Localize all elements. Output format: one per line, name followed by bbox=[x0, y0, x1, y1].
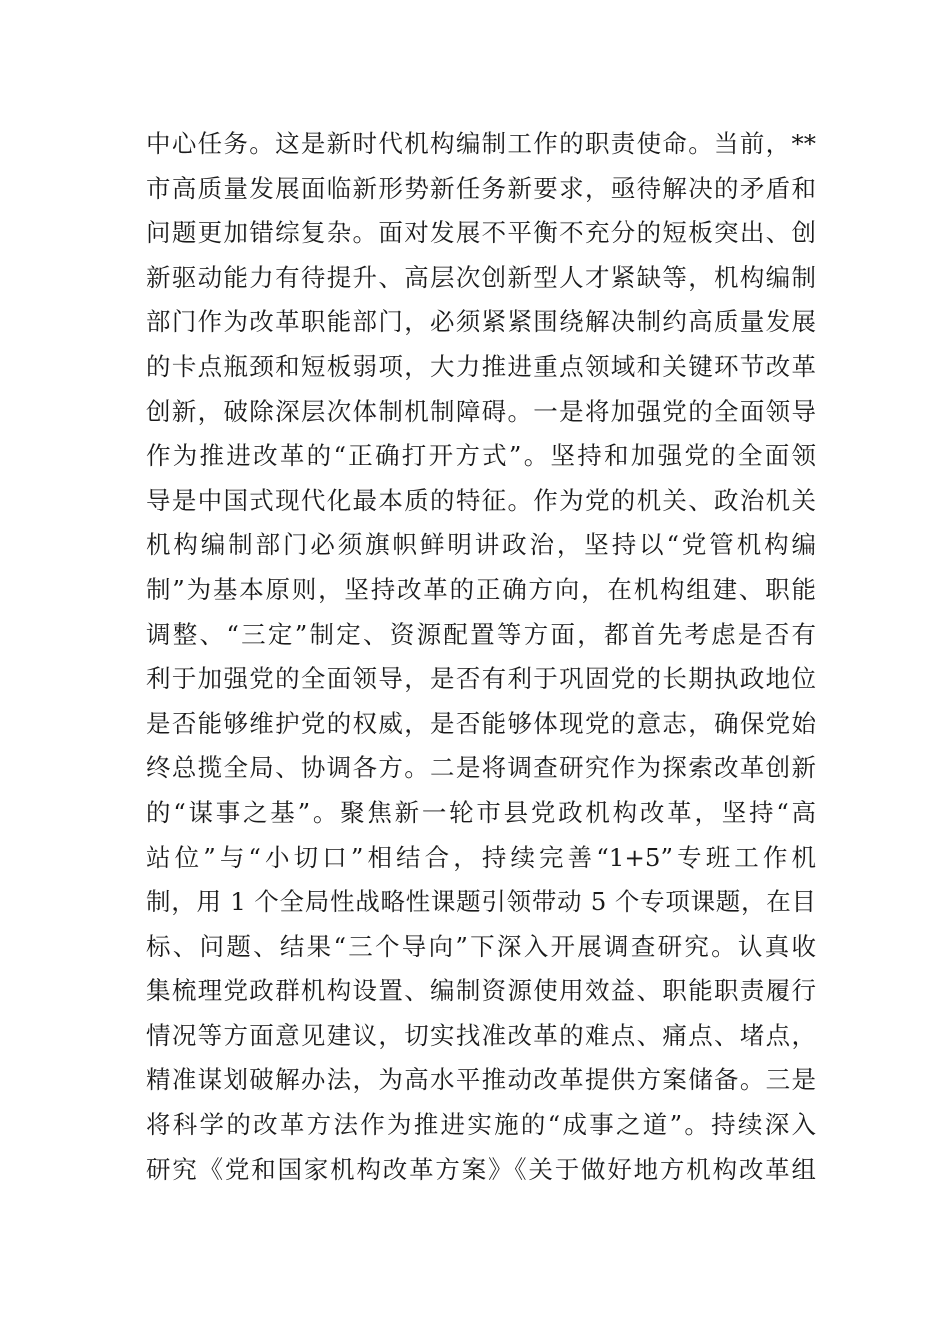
text-line: 机构编制部门必须旗帜鲜明讲政治，坚持以“党管机构编 bbox=[146, 530, 816, 560]
text-line: 的“谋事之基”。聚焦新一轮市县党政机构改革，坚持“高 bbox=[146, 797, 816, 827]
text-line: 市高质量发展面临新形势新任务新要求，亟待解决的矛盾和 bbox=[146, 173, 816, 203]
text-line: 调整、“三定”制定、资源配置等方面，都首先考虑是否有 bbox=[146, 619, 816, 649]
text-line: 导是中国式现代化最本质的特征。作为党的机关、政治机关 bbox=[146, 485, 816, 515]
text-line: 作为推进改革的“正确打开方式”。坚持和加强党的全面领 bbox=[146, 441, 816, 471]
text-line: 利于加强党的全面领导，是否有利于巩固党的长期执政地位 bbox=[146, 664, 816, 694]
text-line: 站位”与“小切口”相结合，持续完善“1+5”专班工作机 bbox=[146, 842, 816, 872]
text-line: 研究《党和国家机构改革方案》《关于做好地方机构改革组 bbox=[146, 1154, 816, 1184]
text-line: 创新，破除深层次体制机制障碍。一是将加强党的全面领导 bbox=[146, 396, 816, 426]
text-line: 集梳理党政群机构设置、编制资源使用效益、职能职责履行 bbox=[146, 976, 816, 1006]
text-line: 制”为基本原则，坚持改革的正确方向，在机构组建、职能 bbox=[146, 574, 816, 604]
text-line: 制，用 1 个全局性战略性课题引领带动 5 个专项课题，在目 bbox=[146, 887, 816, 917]
text-line: 标、问题、结果“三个导向”下深入开展调查研究。认真收 bbox=[146, 931, 816, 961]
text-line: 是否能够维护党的权威，是否能够体现党的意志，确保党始 bbox=[146, 708, 816, 738]
body-text bbox=[146, 122, 816, 1192]
text-line: 精准谋划破解办法，为高水平推动改革提供方案储备。三是 bbox=[146, 1065, 816, 1095]
text-line: 终总揽全局、协调各方。二是将调查研究作为探索改革创新 bbox=[146, 753, 816, 783]
text-line: 的卡点瓶颈和短板弱项，大力推进重点领域和关键环节改革 bbox=[146, 351, 816, 381]
text-line: 新驱动能力有待提升、高层次创新型人才紧缺等，机构编制 bbox=[146, 262, 816, 292]
text-line: 中心任务。这是新时代机构编制工作的职责使命。当前，** bbox=[146, 129, 816, 158]
text-line: 问题更加错综复杂。面对发展不平衡不充分的短板突出、创 bbox=[146, 218, 816, 248]
text-line: 将科学的改革方法作为推进实施的“成事之道”。持续深入 bbox=[146, 1110, 816, 1140]
text-line: 部门作为改革职能部门，必须紧紧围绕解决制约高质量发展 bbox=[146, 307, 816, 337]
text-line: 情况等方面意见建议，切实找准改革的难点、痛点、堵点， bbox=[146, 1020, 816, 1050]
